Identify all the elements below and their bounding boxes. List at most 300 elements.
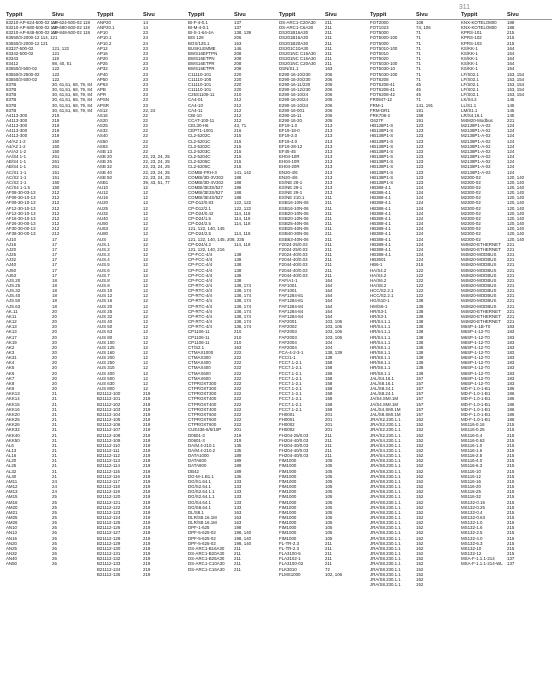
product-type: AJS.25 [6,282,21,288]
page-ref: 138, 174 [234,324,252,330]
page-ref: 23 [143,71,148,77]
product-type: JRA/S8.230.1.1 [370,473,401,479]
page-ref: 124 [416,190,424,196]
page-ref: 17 [52,267,57,273]
product-type: ASB 20 [97,154,112,160]
page-ref: 211 [325,442,332,448]
page-ref: 21 [52,442,57,448]
product-type: FCC7.1-2.1 [279,401,302,407]
product-type: ESB16-10N-06 [279,205,309,211]
product-type: B21112-110 [97,442,120,448]
page-ref: 219 [143,432,151,438]
page-ref: 124 [416,200,424,206]
page-ref: 120, 140 [507,236,525,242]
page-ref: 215 [507,509,515,515]
product-type: ESB25-40N-06 [279,221,309,227]
page-ref: 137 [507,556,515,562]
column-header [370,12,461,20]
page-ref: 123 [416,159,424,165]
page-ref: 211 [325,551,332,557]
page-ref: 17 [52,272,57,278]
product-type: M2300-02 [461,231,481,237]
product-type: AP10.2 [97,40,112,46]
page-ref: 163 [234,344,242,350]
product-type: E290-16-20/230 [279,76,311,82]
product-type: BOX/125.1 [188,40,210,46]
product-type: AL13 [6,447,17,453]
header-type: Typpit [97,12,114,18]
index-column [97,12,188,587]
header-type: Typpit [188,12,205,18]
product-type: CTPROXT300 [188,380,217,386]
product-type: AK13 [6,329,17,335]
page-ref: 21 [52,447,57,453]
page-ref: 215 [234,138,242,144]
product-type: M2300-02 [461,205,481,211]
product-type: CP-D24/2.5 [188,231,211,237]
page-ref: 219 [143,551,151,557]
page-ref: 164 [325,303,333,309]
page-ref: 12 [143,215,148,221]
page-ref: 145 [507,97,515,103]
product-type: FOT5030-10 [370,66,395,72]
page-ref: 212 [52,195,60,201]
page-ref: 98, 40, 51 [52,61,72,67]
product-type: B21112-127 [97,530,121,536]
product-type: CTPROXT400 [188,406,217,412]
product-type: FH0001 [279,411,295,417]
product-type: FAF1284-84 [279,303,304,309]
page-ref: 123 [416,138,424,144]
page-ref: 219 [143,453,151,459]
product-type: 837B [6,102,17,108]
page-ref: 138 [416,303,424,309]
product-type: FIM1000 [279,509,297,515]
page-ref: 212 [234,112,242,118]
product-type: AUS.3 [97,252,110,258]
product-type: FIM1000 [279,515,297,520]
page-ref: 152 [416,504,424,510]
page-ref: 21 [52,432,57,438]
product-type: ASB 32 [97,164,112,170]
page-ref: 120, 140 [507,174,525,180]
page-ref: 21 [52,468,57,474]
product-type: AK6 [6,370,15,376]
product-type: HB138P1-S [370,143,394,149]
page-ref: 124 [507,123,515,129]
page-ref: 152 [416,535,424,541]
page-ref: 152 [416,576,424,582]
page-ref: 222 [234,391,242,397]
page-ref: 221 [507,117,515,123]
product-type: CTPROXT600 [188,422,217,428]
product-type: FOT5000 [370,40,389,46]
product-type: C11110-105 [188,76,212,82]
product-type: FIM1000 [279,458,297,464]
product-type: MSA-F-1.1.1-214 [461,556,495,562]
page-ref: 191 [416,107,424,113]
product-type: AU16 [97,195,108,201]
product-type: HR/S4.1.1 [370,319,391,325]
page-ref: 30, 61,51, 68, 79, 84 [52,97,93,103]
product-type: JRA/S8.230.1.1 [370,463,401,469]
product-type: FAF1284-81 [279,293,304,299]
product-type: MS116-0.4 [461,432,483,438]
page-ref: 138 [416,365,424,371]
page-ref: 133 [234,484,242,490]
product-type: AU50 [97,221,108,227]
index-row [6,561,97,566]
page-ref: 215 [507,463,515,469]
product-type: MD-F-1.0-1-B1 [461,386,491,392]
page-ref: 124 [507,128,515,134]
product-type: DG/S8.64.1 [188,504,211,510]
product-type: LM/S1.1 [461,107,478,113]
page-ref: 215 [507,447,515,453]
product-type: B21112-121 [97,499,121,505]
product-type: AP20 [97,56,108,62]
product-type: AF12-30-10-13 [6,205,36,211]
page-ref: 219 [234,432,242,438]
page-ref: 213 [325,174,333,180]
product-type: DS201B16A30 [279,35,309,41]
product-type: AB/S4 1-1 [6,164,27,170]
product-type: FLMS1000 [279,571,301,577]
product-type: FAF2004 [279,344,297,350]
index-column [188,12,279,587]
page-ref: 22, 23, 24, 25 [143,174,170,180]
product-type: DS-ARC1-C20A30 [279,20,316,25]
product-type: HB388-4.1 [370,210,391,216]
page-ref: 138 [416,313,424,319]
product-type: BWS16ETPN [188,56,215,62]
page-ref: 124 [416,205,424,211]
product-type: B21112-133 [97,561,121,567]
product-type: FAF1284-84 [279,313,304,319]
page-ref: 23 [143,45,148,51]
page-ref: 206 [325,87,333,93]
product-type: MS116-10 [461,468,481,474]
product-type: B21112-120 [97,494,121,500]
product-type: CP-D24/2.5 [188,221,211,227]
product-type: M2300-02 [461,200,481,206]
product-type: CT/S2.1 [188,344,205,350]
page-ref: 152 [416,499,424,505]
page-ref: 21 [52,391,57,397]
product-type: AJS.50 [6,298,21,304]
product-type: FOT1023 [370,25,389,31]
product-type: FAF2003 [279,334,297,340]
page-ref: 20 [52,375,57,381]
product-type: FCA-4-2-3-1 [279,350,304,355]
page-ref: 25 [52,509,57,515]
page-ref: 105 [325,463,333,469]
product-type: LF/S02.1 [461,76,479,82]
page-ref: 208 [234,61,242,67]
product-type: FCC7.1-2.1 [279,370,302,376]
product-type: B21112-104 [97,411,121,417]
product-type: FOT5000-100 [370,35,398,41]
page-ref: 138 [416,308,424,314]
page-ref: 152 [416,489,424,495]
product-type: HR/S3-1 [370,308,387,314]
product-type: M2300-02 [461,190,481,196]
product-type: AM21 [6,509,18,515]
page-ref: 18 [52,282,57,288]
page-ref: 21 [52,473,57,479]
product-type: LF/S02.1 [461,81,479,87]
page-ref: 23 [143,56,148,62]
page-ref: 219 [143,561,151,567]
product-type: 83550/3-2500-02 [6,71,40,77]
product-type: AM16 [6,499,18,505]
product-type: B21112-125 [97,520,121,526]
product-type: FAF/A1-1 [279,277,298,283]
page-ref: 22 [143,133,148,139]
product-type: ASB 25 [97,159,112,165]
product-type: AM25 [6,515,18,520]
product-type: AU25 [97,205,108,211]
page-ref: 45 [416,81,421,87]
page-ref: 188 [507,25,515,31]
page-ref: 189 [234,453,242,459]
page-ref: 213 [325,133,333,139]
product-type: AK5 [6,365,15,371]
product-type: AS40 [97,133,108,139]
product-type: AKK32 [6,427,20,433]
product-type: B21112-105 [97,417,121,423]
product-type: CP-D24/1.5 [188,215,211,221]
page-ref: 211 [325,231,332,237]
page-ref: 21 [52,396,57,402]
product-type: HR/S4.1.1 [370,329,391,335]
page-ref: 220 [234,71,242,77]
page-ref: 212 [52,210,60,216]
product-type: DS-ARC1-C6A30 [279,25,314,31]
product-type: FAF2001 [279,319,297,325]
page-ref: 124 [416,226,424,232]
product-type: FIM1000 [279,499,297,505]
page-ref: 121 [52,50,60,56]
product-type: M4M20-MODBUS [461,293,497,299]
page-ref: 215 [507,551,515,557]
page-ref: 152 [416,520,424,526]
page-ref: 24 [52,489,57,495]
page-ref: 12 [143,282,148,288]
page-ref: 186 [507,391,515,397]
page-ref: 14 [143,20,148,25]
product-type: E290-16-10/24 [279,92,309,98]
page-ref: 206 [325,107,333,113]
page-ref: 12 [143,205,148,211]
page-ref: 12 [143,324,148,330]
page-ref: 152 [416,494,424,500]
product-type: FCC7.1-2.1 [279,365,302,371]
page-ref: 219 [143,525,151,531]
product-type: FOT2000 [370,20,389,25]
page-ref: 22 [143,128,148,134]
page-ref: 219 [143,520,151,526]
page-ref: 120, 140 [507,179,525,185]
product-type: AK4 [6,360,15,366]
page-ref: 22, 23, 24, 25 [143,164,170,170]
page-ref: 222 [234,422,242,428]
product-type: AJ40 [6,262,17,268]
product-type: FLK3010 [279,566,297,572]
page-ref: 153, 154 [507,81,525,87]
page-ref: 210 [234,339,242,345]
product-type: A4113-300 [6,128,28,134]
product-type: F2044-40/0.03 [279,257,308,263]
page-ref: 157 [416,386,424,392]
page-ref: 211 [325,257,332,263]
product-type: DPF-5-625-02 [188,540,216,546]
product-type: HCC/S2.2.1 [370,293,394,299]
product-type: FOT6208-41 [370,87,395,93]
product-type: CP-RTC-4/4 [188,313,213,319]
product-type: JRA/S8.230.1.1 [370,520,401,526]
page-ref: 201 [325,427,333,433]
page-ref: 153, 154 [507,87,525,93]
page-ref: 138, 174 [234,293,252,299]
page-ref: 124 [416,241,424,247]
page-ref: 26 [52,551,57,557]
product-type: KPRS-101 [461,30,482,36]
page-ref: 183 [507,375,515,381]
page-ref: 152 [416,468,424,474]
page-ref: 222 [234,417,242,423]
product-type: JRA/S4.230.1.1 [370,437,401,443]
page-ref: 138 [416,370,424,376]
product-type: JRA/S8.230.1.1 [370,499,401,505]
product-type: CL2-5205C [188,159,211,165]
page-ref: 152 [416,540,424,546]
product-type: EH04-20R [279,164,300,170]
product-type: EF19-18-0 [279,128,300,134]
product-type: B21112-131 [97,551,121,557]
product-type: AUS.6 [97,267,110,273]
product-type: MS132-0.16 [461,499,485,505]
product-type: DG/S4.64.1 [188,499,211,505]
product-type: AUS 100 [97,339,115,345]
page-ref: 150 [52,148,60,154]
page-ref: 208 [234,50,242,56]
page-ref: 213 [325,128,333,134]
product-type: MS132-10 [461,545,482,551]
product-type: 83343 [6,56,19,62]
page-ref: 26 [52,530,57,536]
page-ref: 105 [325,484,333,490]
product-type: HR/S8.1.1 [370,355,391,361]
page-ref: 22, 24 [143,107,156,113]
page-ref: AP-848-500-02 119 [52,30,90,36]
page-ref: 212 [234,107,242,113]
product-type: M6SP-1-12-T0 [461,370,490,376]
product-type: AF26-30-00-13 [6,221,36,227]
page-ref: 219 [143,401,151,407]
page-ref: 152 [416,484,424,490]
page-ref: 186 [507,411,515,417]
product-type: B21112-123 [97,509,121,515]
product-type: CA4-11 [188,107,203,113]
page-ref: 221 [507,288,515,294]
product-type: M2300-02 [461,174,481,180]
product-type: A4/A2 1-2 [6,138,26,144]
product-type: AN50 [6,561,17,567]
product-type: M2300-02 [461,226,481,232]
index-column [370,12,461,587]
product-type: M2138P1-A-02 [461,148,491,154]
product-type: M6SP-1-12-T0 [461,375,490,381]
page-ref: 12 [143,236,148,242]
page-ref: 183 [507,370,515,376]
page-ref: 138 [234,252,242,258]
product-type: JRA/S8.230.1.1 [370,535,401,541]
page-ref: 219 [143,442,151,448]
page-ref: 183 [507,344,515,350]
page-ref: 105 [325,509,333,515]
product-type: MS132-4.0 [461,535,483,541]
page-ref: 221 [507,257,515,263]
product-type: AM15 [6,494,18,500]
page-ref: 215 [507,540,515,546]
product-type: AL40 [6,473,17,479]
product-type: HA/S4.2 [370,267,387,273]
page-ref: 20 [52,360,57,366]
product-type: B21112-126 [97,525,121,531]
page-ref: 138, 174 [234,313,252,319]
product-type: AL16 [6,453,17,459]
page-ref: 122 [416,293,424,299]
page-ref: 212 [234,117,242,123]
product-type: M6SP-1-12-T0 [461,344,490,350]
page-ref: 215 [507,35,515,41]
page-ref: 261 [52,154,60,160]
page-ref: 211 [234,556,241,562]
product-type: AN20 [6,540,17,546]
product-type: M2138P1-A-02 [461,154,491,160]
product-type: AJS.40 [6,293,21,299]
product-type: HB388-4.1 [370,226,391,232]
product-type: M6SP-1-12-T0 [461,360,490,366]
product-type: FOT5030-100 [370,71,398,77]
product-type: FAF2004 [279,339,297,345]
page-ref: 20 [52,313,57,319]
product-type: AJ16 [6,241,17,247]
page-ref: 120, 140 [507,205,525,211]
page-ref: 219 [143,504,151,510]
page-ref: 183 [507,365,515,371]
page-ref: 211 [325,246,332,252]
page-ref: 211 [325,447,332,453]
product-type: CL2-5203C [188,148,211,154]
product-type: JRA/S2.230.1.1 [370,417,401,423]
page-ref: 12 [143,308,148,314]
page-ref: 211 [325,45,332,51]
page-ref: 215 [507,442,515,448]
page-ref: 24 [52,478,57,484]
page-ref: 105 [325,504,333,510]
page-ref: 210 [234,329,242,335]
product-type: HB138P1-S [370,138,394,144]
page-ref: 138 [234,262,242,268]
product-type: JRA/S8.230.1.1 [370,525,401,531]
product-type: AF30-30-00-13 [6,226,36,232]
page-ref: 23 [143,102,148,108]
product-type: 837B [6,97,17,103]
product-type: E290-16-20 [279,117,302,123]
product-type: M2300-02 [461,236,481,242]
